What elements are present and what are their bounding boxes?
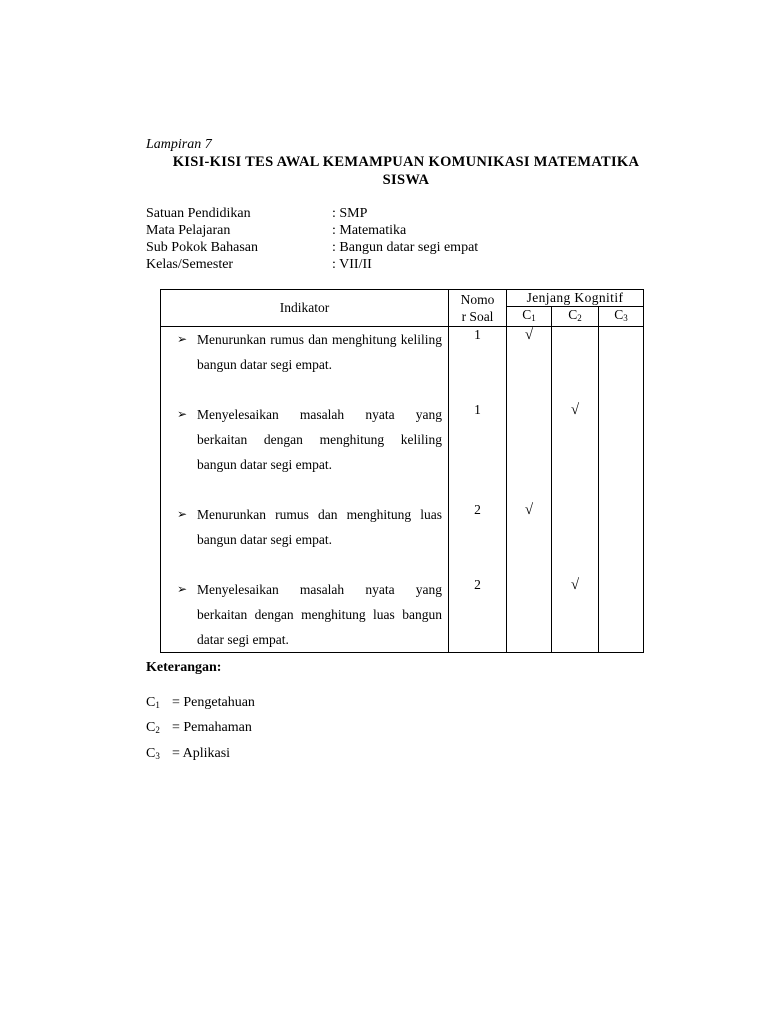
nomor-soal-4: 2 — [474, 577, 481, 592]
arrow-bullet-icon: ➢ — [177, 507, 188, 521]
nomor-soal-1: 1 — [474, 327, 481, 342]
check-mark-icon: √ — [570, 577, 580, 593]
indikator-item-1 — [177, 327, 442, 377]
indikator-text: Menyelesaikan masalah nyata yang berkaitan dengan menghitung luas bangun datar segi empat. — [197, 582, 442, 647]
info-label: Kelas/Semester — [146, 257, 234, 272]
check-mark-icon: √ — [524, 327, 534, 343]
level-sub: 3 — [623, 313, 628, 323]
kisi-table — [160, 289, 644, 653]
attachment-label: Lampiran 7 — [146, 137, 212, 152]
header-nomor-line-2: r Soal — [461, 309, 494, 324]
info-label: Satuan Pendidikan — [146, 206, 251, 221]
indikator-item-4 — [177, 577, 442, 652]
info-label: Mata Pelajaran — [146, 223, 231, 238]
header-level-c3 — [599, 307, 644, 327]
header-nomor-soal — [449, 290, 507, 327]
nomor-soal-cell — [449, 327, 507, 653]
info-value: : SMP — [332, 206, 368, 221]
title-line-2: SISWA — [382, 172, 430, 188]
nomor-soal-2: 1 — [474, 402, 481, 417]
indikator-item-3 — [177, 502, 442, 552]
info-value: : Matematika — [332, 223, 407, 238]
header-jenjang-kognitif: Jenjang Kognitif — [507, 290, 644, 307]
level-letter: C — [614, 307, 624, 322]
level-sub: 2 — [577, 313, 582, 323]
check-mark-icon: √ — [524, 502, 534, 518]
arrow-bullet-icon: ➢ — [177, 407, 188, 421]
header-nomor-line-1: Nomo — [460, 292, 495, 307]
indikator-item-2 — [177, 402, 442, 477]
legend-code: $C_2$ — [146, 720, 160, 735]
check-mark-icon: √ — [570, 402, 580, 418]
info-value: : Bangun datar segi empat — [332, 240, 479, 255]
indikator-text: Menyelesaikan masalah nyata yang berkaitan dengan menghitung keliling bangun datar segi empat. — [197, 407, 442, 472]
nomor-soal-3: 2 — [474, 502, 481, 517]
arrow-bullet-icon: ➢ — [177, 332, 188, 346]
arrow-bullet-icon: ➢ — [177, 582, 188, 596]
legend-code: $C_3$ — [146, 746, 160, 761]
level-c3-cell — [599, 327, 644, 653]
level-c2-cell — [552, 327, 599, 653]
header-indikator: Indikator — [161, 290, 449, 327]
header-level-c2 — [552, 307, 599, 327]
title-line-1: KISI-KISI TES AWAL KEMAMPUAN KOMUNIKASI MATEMATIKA — [172, 154, 640, 170]
level-letter: C — [568, 307, 578, 322]
level-letter: C — [522, 307, 532, 322]
indikator-text: Menurunkan rumus dan menghitung luas bangun datar segi empat. — [197, 507, 442, 547]
keterangan-heading: Keterangan: — [146, 660, 222, 675]
header-level-c1 — [507, 307, 552, 327]
info-label: Sub Pokok Bahasan — [146, 240, 258, 255]
document-title — [140, 153, 672, 189]
info-value: : VII/II — [332, 257, 372, 272]
legend-desc: = Pemahaman — [172, 720, 252, 735]
indikator-cell — [161, 327, 449, 653]
level-c1-cell — [507, 327, 552, 653]
legend-desc: = Pengetahuan — [172, 695, 255, 710]
indikator-text: Menurunkan rumus dan menghitung keliling bangun datar segi empat. — [197, 332, 442, 372]
legend-desc: = Aplikasi — [172, 746, 231, 761]
level-sub: 1 — [531, 313, 536, 323]
legend-code: $C_1$ — [146, 695, 160, 710]
